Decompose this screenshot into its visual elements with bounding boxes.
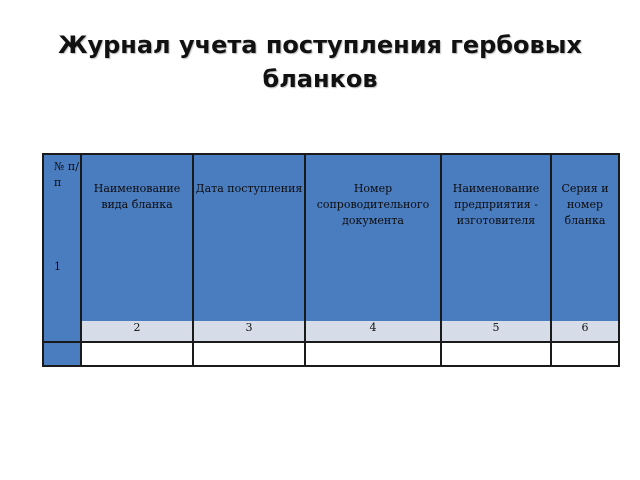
empty-cell-2 — [81, 342, 193, 366]
empty-cell-5 — [441, 342, 551, 366]
empty-cell-3 — [193, 342, 305, 366]
column-number-2: 2 — [133, 321, 141, 334]
column-number-4: 4 — [369, 321, 377, 334]
header-label-receipt-date: Дата поступления — [195, 182, 303, 195]
empty-cell-1 — [43, 342, 81, 366]
column-number-1: 1 — [54, 260, 61, 273]
journal-table — [42, 153, 620, 367]
page-title-line-1: Журнал учета поступления гербовых — [58, 31, 582, 59]
table-header-row — [43, 154, 619, 321]
header-label-document-number: Номер сопроводительного документа — [316, 182, 430, 227]
page-title-line-2: бланков — [262, 65, 378, 93]
header-cell-series-number — [551, 154, 619, 321]
column-number-cell-6 — [551, 321, 619, 342]
header-label-form-type: Наименование вида бланка — [93, 182, 181, 211]
header-label-manufacturer: Наименование предприятия - изготовителя — [452, 182, 540, 227]
page-title — [20, 28, 620, 96]
table-row-empty — [43, 342, 619, 366]
empty-cell-6 — [551, 342, 619, 366]
header-label-number: № п/п — [54, 160, 79, 189]
header-cell-document-number — [305, 154, 441, 321]
column-number-5: 5 — [492, 321, 500, 334]
header-cell-manufacturer — [441, 154, 551, 321]
column-number-cell-4 — [305, 321, 441, 342]
header-label-series-number: Серия и номер бланка — [561, 182, 609, 227]
column-number-6: 6 — [581, 321, 589, 334]
empty-cell-4 — [305, 342, 441, 366]
header-cell-number — [43, 154, 81, 321]
column-number-cell-5 — [441, 321, 551, 342]
table-row-column-numbers — [43, 321, 619, 342]
header-cell-form-type — [81, 154, 193, 321]
column-number-cell-1 — [43, 321, 81, 342]
column-number-cell-3 — [193, 321, 305, 342]
header-cell-receipt-date — [193, 154, 305, 321]
column-number-cell-2 — [81, 321, 193, 342]
column-number-3: 3 — [245, 321, 253, 334]
